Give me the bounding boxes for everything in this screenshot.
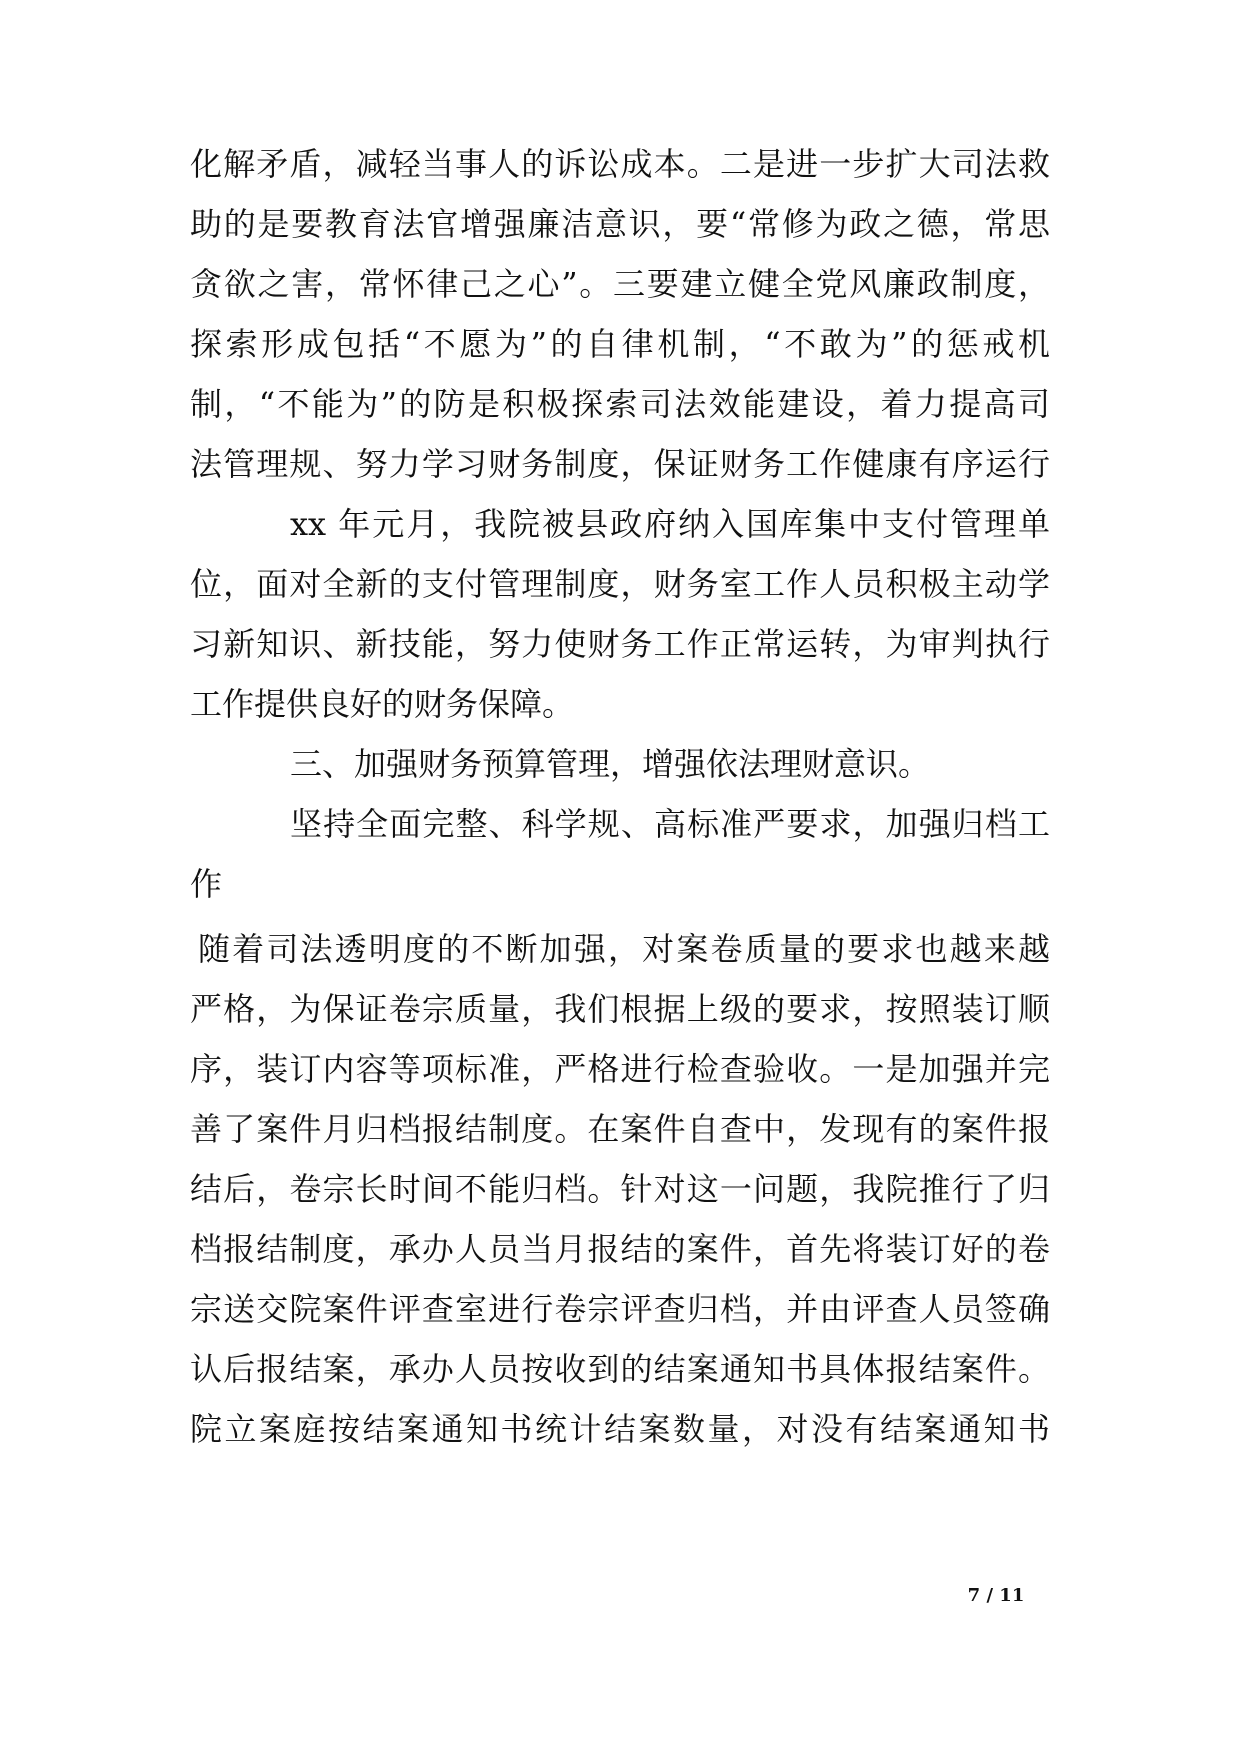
paragraph-line: 制，“不能为”的防是积极探索司法效能建设，着力提高司 <box>190 385 1050 423</box>
paragraph-line: 化解矛盾，减轻当事人的诉讼成本。二是进一步扩大司法救 <box>190 145 1050 183</box>
paragraph-line: 探索形成包括“不愿为”的自律机制，“不敢为”的惩戒机 <box>190 325 1050 363</box>
paragraph-line: 结后，卷宗长时间不能归档。针对这一问题，我院推行了归 <box>190 1170 1050 1208</box>
paragraph-line: 善了案件月归档报结制度。在案件自查中，发现有的案件报 <box>190 1110 1050 1148</box>
page-number: 7 / 11 <box>967 1585 1025 1606</box>
paragraph-line: 坚持全面完整、科学规、高标准严要求，加强归档工 <box>290 805 1050 843</box>
paragraph-line: 作 <box>190 865 223 903</box>
paragraph-line: 助的是要教育法官增强廉洁意识，要“常修为政之德，常思 <box>190 205 1050 243</box>
paragraph-line: 认后报结案，承办人员按收到的结案通知书具体报结案件。 <box>190 1350 1050 1388</box>
paragraph-line: 工作提供良好的财务保障。 <box>190 685 575 723</box>
paragraph-line: 法管理规、努力学习财务制度，保证财务工作健康有序运行 <box>190 445 1050 483</box>
paragraph-line: 院立案庭按结案通知书统计结案数量，对没有结案通知书 <box>190 1410 1050 1448</box>
paragraph-line: 宗送交院案件评查室进行卷宗评查归档，并由评查人员签确 <box>190 1290 1050 1328</box>
paragraph-line: 习新知识、新技能，努力使财务工作正常运转，为审判执行 <box>190 625 1050 663</box>
paragraph-line: 序，装订内容等项标准，严格进行检查验收。一是加强并完 <box>190 1050 1050 1088</box>
paragraph-line: 随着司法透明度的不断加强，对案卷质量的要求也越来越 <box>198 930 1050 968</box>
paragraph-line: xx 年元月，我院被县政府纳入国库集中支付管理单 <box>290 505 1050 543</box>
paragraph-line: 贪欲之害，常怀律己之心”。三要建立健全党风廉政制度， <box>190 265 1050 303</box>
section-heading: 三、加强财务预算管理，增强依法理财意识。 <box>290 745 931 783</box>
paragraph-line: 位，面对全新的支付管理制度，财务室工作人员积极主动学 <box>190 565 1050 603</box>
paragraph-line: 档报结制度，承办人员当月报结的案件，首先将装订好的卷 <box>190 1230 1050 1268</box>
paragraph-line: 严格，为保证卷宗质量，我们根据上级的要求，按照装订顺 <box>190 990 1050 1028</box>
